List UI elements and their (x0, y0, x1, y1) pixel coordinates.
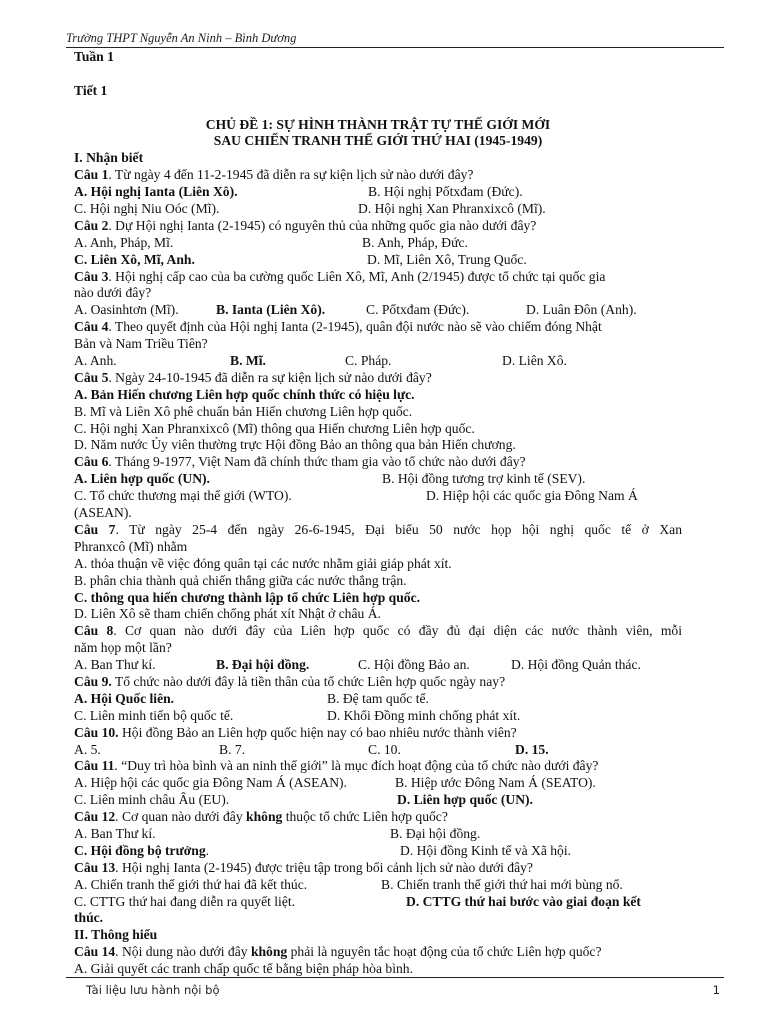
question-label: Câu 3 (74, 268, 109, 284)
options-row (74, 775, 682, 792)
question-14 (74, 944, 682, 961)
option-c: C. Hội đồng Bảo an. (358, 657, 470, 673)
option-d: D. Hội đồng Kinh tế và Xã hội. (400, 842, 572, 858)
question-label: Câu 9. (74, 673, 112, 689)
option-a: A. Ban Thư kí. (74, 657, 156, 673)
option-a: A. 5. (74, 741, 101, 757)
question-text: phải là nguyên tắc hoạt động của tổ chức Liên hợp quốc? (287, 944, 602, 960)
option-d: D. Hội đồng Quản thác. (511, 657, 641, 673)
option-b: B. Ianta (Liên Xô). (216, 302, 326, 318)
question-11 (74, 758, 682, 775)
page-header: Trường THPT Nguyễn An Ninh – Bình Dương (66, 31, 297, 45)
question-13 (74, 860, 682, 877)
option-c: C. 10. (368, 741, 401, 757)
question-2 (74, 218, 682, 235)
options-row (74, 657, 682, 674)
question-9 (74, 674, 682, 691)
option-c: C. Pháp. (345, 353, 392, 369)
question-label: Câu 4 (74, 319, 109, 335)
section-heading: II. Thông hiểu (74, 927, 158, 943)
options-row (74, 894, 682, 911)
option-b: B. Anh, Pháp, Đức. (362, 234, 468, 250)
options-row (74, 691, 682, 708)
options-row (74, 471, 682, 488)
option-b: B. Đại hội đồng. (216, 657, 310, 673)
period-label: Tiết 1 (74, 82, 108, 98)
option-a: A. Ban Thư kí. (74, 826, 156, 841)
question-text-cont: Phranxcô (Mĩ) nhằm (74, 538, 188, 554)
question-label: Câu 2 (74, 217, 109, 233)
question-7 (74, 522, 682, 539)
options-row (74, 877, 682, 894)
option-b: B. Chiến tranh thế giới thứ hai mới bùng nổ. (381, 876, 623, 892)
option-b: B. Đại hội đồng. (390, 826, 481, 841)
question-label: Câu 12 (74, 809, 116, 825)
option-b: B. Đệ tam quốc tế. (327, 690, 429, 706)
option-d: D. Mĩ, Liên Xô, Trung Quốc. (367, 251, 527, 267)
question-1 (74, 167, 682, 184)
question-3 (74, 269, 682, 286)
option-b: B. 7. (219, 741, 246, 757)
title-line-2: SAU CHIẾN TRANH THẾ GIỚI THỨ HAI (1945-1949) (213, 133, 543, 149)
option-c-period: . (205, 842, 210, 858)
option-b: B. Hội nghị Pốtxđam (Đức). (368, 184, 523, 200)
question-text: . Dự Hội nghị Ianta (2-1945) có nguyên thủ của những quốc gia nào dưới đây? (108, 217, 537, 233)
option-d: D. CTTG thứ hai bước vào giai đoạn kết (406, 893, 641, 909)
option-a: A. Oasinhtơn (Mĩ). (74, 302, 179, 318)
options-row (74, 252, 682, 269)
option-a: A. Giải quyết các tranh chấp quốc tế bằng biện pháp hòa bình. (74, 961, 413, 977)
question-6 (74, 454, 682, 471)
option-b: B. phân chia thành quả chiến thắng giữa các nước thắng trận. (74, 572, 407, 588)
option-d: D. Liên Xô. (502, 353, 567, 369)
options-row (74, 201, 682, 218)
question-label: Câu 11 (74, 758, 115, 774)
emphasis-word: không (250, 944, 288, 960)
option-b: B. Hội đồng tương trợ kinh tế (SEV). (382, 471, 586, 487)
option-d: D. 15. (515, 741, 549, 757)
question-label: Câu 10. (74, 724, 119, 740)
option-c: C. Pốtxđam (Đức). (366, 302, 470, 318)
question-text: . “Duy trì hòa bình và an ninh thế giới” là mục đích hoạt động của tổ chức nào dưới đây? (114, 758, 599, 774)
option-d-cont: thúc. (74, 910, 104, 926)
question-label: Câu 1 (74, 167, 109, 183)
option-b: B. Mĩ và Liên Xô phê chuẩn bản Hiến chương Liên hợp quốc. (74, 403, 413, 419)
question-text: . Tháng 9-1977, Việt Nam đã chính thức tham gia vào tổ chức nào dưới đây? (108, 454, 526, 470)
question-12 (74, 809, 682, 826)
option-d-cont: (ASEAN). (74, 505, 132, 521)
option-c: C. Liên Xô, Mĩ, Anh. (74, 251, 195, 267)
header-divider (66, 47, 724, 48)
question-text: . Cơ quan nào dưới đây (115, 809, 247, 825)
options-row (74, 843, 682, 860)
option-b: B. Hiệp ước Đông Nam Á (SEATO). (395, 775, 596, 791)
question-text: Hội đồng Bảo an Liên hợp quốc hiện nay có bao nhiêu nước thành viên? (118, 724, 517, 740)
option-c: C. Hội nghị Niu Oóc (Mĩ). (74, 201, 220, 217)
option-d: D. Luân Đôn (Anh). (526, 302, 637, 318)
question-label: Câu 6 (74, 454, 109, 470)
question-label: Câu 14 (74, 944, 116, 960)
question-text: . Từ ngày 25-4 đến ngày 26-6-1945, Đại biểu 50 nước họp hội nghị quốc tế ở Xan (115, 521, 682, 537)
question-8 (74, 623, 682, 640)
option-c: C. Liên minh châu Âu (EU). (74, 792, 230, 808)
section-heading: I. Nhận biết (74, 150, 144, 166)
options-row (74, 302, 682, 319)
question-text: . Theo quyết định của Hội nghị Ianta (2-1945), quân đội nước nào sẽ vào chiếm đóng Nhật (108, 319, 602, 335)
options-row (74, 184, 682, 201)
question-text: Tổ chức nào dưới đây là tiền thân của tổ chức Liên hợp quốc ngày nay? (111, 673, 506, 689)
footer-divider (66, 977, 724, 978)
option-a: A. Bản Hiến chương Liên hợp quốc chính thức có hiệu lực. (74, 386, 415, 402)
footer-note: Tài liệu lưu hành nội bộ (86, 983, 220, 997)
option-c: C. Tổ chức thương mại thế giới (WTO). (74, 488, 292, 504)
options-row (74, 826, 682, 843)
options-row (74, 488, 682, 505)
week-label: Tuần 1 (74, 49, 114, 64)
question-label: Câu 13 (74, 859, 116, 875)
option-b: B. Mĩ. (230, 353, 266, 369)
option-d: D. Hội nghị Xan Phranxixcô (Mĩ). (358, 201, 546, 217)
option-c: C. CTTG thứ hai đang diễn ra quyết liệt. (74, 893, 296, 909)
emphasis-word: không (246, 809, 283, 825)
options-row (74, 708, 682, 725)
option-c: C. thông qua hiến chương thành lập tổ chức Liên hợp quốc. (74, 589, 421, 605)
question-text-cont: nào dưới đây? (74, 285, 152, 301)
question-label: Câu 5 (74, 369, 109, 385)
option-a: A. Liên hợp quốc (UN). (74, 471, 210, 487)
question-text: . Hội nghị Ianta (2-1945) được triệu tập trong bối cảnh lịch sử nào dưới đây? (115, 859, 533, 875)
question-text: . Hội nghị cấp cao của ba cường quốc Liên Xô, Mĩ, Anh (2/1945) được tổ chức tại quốc gia (108, 268, 606, 284)
option-a: A. Hội Quốc liên. (74, 690, 175, 706)
option-c: C. Liên minh tiến bộ quốc tế. (74, 707, 234, 723)
question-text: . Cơ quan nào dưới đây của Liên hợp quốc có đầy đủ đại diện các nước thành viên, mỗi (113, 623, 682, 639)
question-label: Câu 8 (74, 623, 114, 639)
option-c: C. Hội nghị Xan Phranxixcô (Mĩ) thông qua Hiến chương Liên hợp quốc. (74, 420, 475, 436)
option-a: A. Hiệp hội các quốc gia Đông Nam Á (ASEAN). (74, 775, 347, 791)
option-c-wrap (74, 843, 209, 860)
question-text-cont: năm họp một lần? (74, 640, 172, 656)
question-5 (74, 370, 682, 387)
question-label: Câu 7 (74, 521, 116, 537)
option-a: A. thỏa thuận về việc đóng quân tại các nước nhằm giải giáp phát xít. (74, 555, 452, 571)
document-body (74, 49, 682, 978)
option-a: A. Chiến tranh thế giới thứ hai đã kết thúc. (74, 876, 308, 892)
question-10 (74, 725, 682, 742)
option-a: A. Anh, Pháp, Mĩ. (74, 234, 174, 250)
question-text: . Nội dung nào dưới đây (115, 944, 251, 960)
option-d: D. Khối Đồng minh chống phát xít. (327, 707, 521, 723)
options-row (74, 353, 682, 370)
page-number: 1 (712, 983, 720, 997)
option-d: D. Liên Xô sẽ tham chiến chống phát xít Nhật ở châu Á. (74, 606, 381, 622)
options-row (74, 792, 682, 809)
options-row (74, 742, 682, 759)
title-line-1: CHỦ ĐỀ 1: SỰ HÌNH THÀNH TRẬT TỰ THẾ GIỚI MỚI (205, 116, 551, 132)
option-d: D. Năm nước Ủy viên thường trực Hội đồng Bảo an thông qua bản Hiến chương. (74, 437, 516, 453)
option-d: D. Liên hợp quốc (UN). (397, 792, 533, 808)
option-a: A. Anh. (74, 353, 117, 369)
question-text: . Ngày 24-10-1945 đã diễn ra sự kiện lịch sử nào dưới đây? (108, 369, 432, 385)
option-a: A. Hội nghị Ianta (Liên Xô). (74, 184, 238, 200)
option-c: C. Hội đồng bộ trưởng (74, 842, 206, 858)
question-4 (74, 319, 682, 336)
options-row (74, 235, 682, 252)
option-d: D. Hiệp hội các quốc gia Đông Nam Á (426, 488, 638, 504)
question-text-cont: Bản và Nam Triều Tiên? (74, 336, 208, 352)
question-text: . Từ ngày 4 đến 11-2-1945 đã diễn ra sự kiện lịch sử nào dưới đây? (108, 167, 474, 183)
question-text: thuộc tổ chức Liên hợp quốc? (282, 809, 448, 825)
